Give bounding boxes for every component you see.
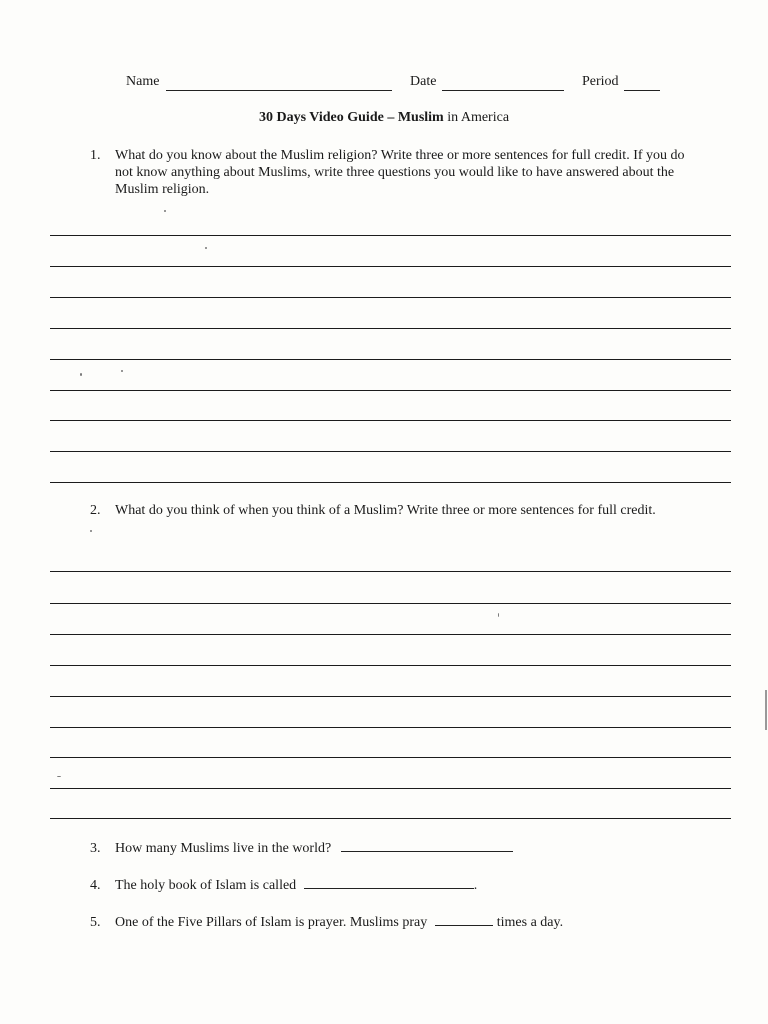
scan-speck [498, 613, 499, 617]
answer-line[interactable] [50, 451, 731, 452]
period-label: Period [582, 74, 619, 89]
answer-line[interactable] [50, 818, 731, 819]
answer-line[interactable] [50, 328, 731, 329]
answer-line[interactable] [50, 482, 731, 483]
scan-edge [765, 690, 767, 730]
question-text: What do you think of when you think of a Muslim? Write three or more sentences for full credit. [115, 503, 656, 518]
student-info-row [126, 74, 666, 94]
answer-line[interactable] [50, 603, 731, 604]
answer-line[interactable] [50, 665, 731, 666]
answer-line[interactable] [50, 634, 731, 635]
title-plain: in America [443, 110, 510, 125]
answer-line[interactable] [50, 420, 731, 421]
title-bold: 30 Days Video Guide – Muslim [258, 110, 444, 125]
name-label: Name [126, 74, 160, 89]
answer-line[interactable] [50, 359, 731, 360]
document-title [0, 110, 768, 126]
answer-line[interactable] [50, 696, 731, 697]
question-1 [90, 147, 690, 202]
question-text: The holy book of Islam is called [115, 878, 297, 893]
scan-speck [121, 370, 123, 372]
question-suffix: times a day. [496, 915, 564, 930]
scan-speck [164, 210, 166, 212]
question-text: One of the Five Pillars of Islam is prayer. Muslims pray [115, 915, 428, 930]
question-4 [90, 876, 477, 894]
question-3 [90, 839, 513, 857]
answer-blank[interactable] [304, 876, 474, 889]
name-blank[interactable] [166, 90, 392, 91]
period-blank[interactable] [624, 90, 660, 91]
question-number: 2. [90, 503, 101, 518]
answer-blank[interactable] [435, 913, 493, 926]
answer-line[interactable] [50, 266, 731, 267]
date-label: Date [410, 74, 437, 89]
answer-line[interactable] [50, 727, 731, 728]
question-2 [90, 502, 690, 542]
question-number: 1. [90, 148, 101, 163]
answer-line[interactable] [50, 235, 731, 236]
question-text: What do you know about the Muslim religion? Write three or more sentences for full credit. If you do not know anything about Muslims, write three questions you would like to have answered about the Muslim religion. [115, 148, 685, 197]
question-5 [90, 913, 563, 931]
answer-line[interactable] [50, 390, 731, 391]
answer-blank[interactable] [341, 839, 513, 852]
date-blank[interactable] [442, 90, 564, 91]
answer-line[interactable] [50, 297, 731, 298]
question-text: How many Muslims live in the world? [115, 841, 332, 856]
scan-speck [80, 373, 82, 376]
scan-speck [90, 530, 92, 532]
scan-speck [57, 776, 61, 777]
question-number: 3. [90, 841, 101, 856]
answer-line[interactable] [50, 571, 731, 572]
question-number: 5. [90, 915, 101, 930]
question-number: 4. [90, 878, 101, 893]
answer-line[interactable] [50, 757, 731, 758]
question-suffix: . [473, 878, 478, 893]
answer-line[interactable] [50, 788, 731, 789]
scan-speck [205, 247, 207, 249]
